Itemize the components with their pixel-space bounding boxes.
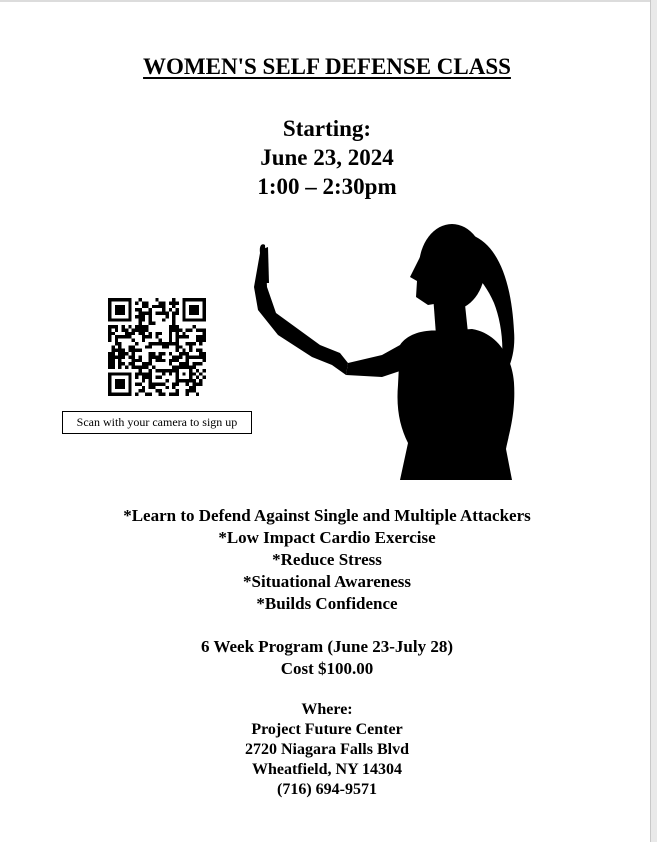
location-block bbox=[0, 700, 654, 800]
starting-label: Starting: bbox=[282, 116, 372, 141]
feature-item: *Builds Confidence bbox=[256, 594, 398, 613]
flyer-title bbox=[0, 54, 654, 80]
location-phone: (716) 694-9571 bbox=[277, 781, 377, 798]
feature-item: *Learn to Defend Against Single and Multiple Attackers bbox=[123, 506, 531, 525]
location-name: Project Future Center bbox=[251, 721, 403, 738]
program-info bbox=[0, 636, 654, 680]
location-street: 2720 Niagara Falls Blvd bbox=[244, 741, 409, 758]
location-label: Where: bbox=[301, 701, 353, 718]
program-duration: 6 Week Program (June 23-July 28) bbox=[201, 637, 453, 656]
woman-silhouette-illustration bbox=[250, 205, 525, 480]
feature-item: *Reduce Stress bbox=[272, 550, 382, 569]
qr-caption: Scan with your camera to sign up bbox=[76, 415, 238, 429]
qr-caption-box bbox=[62, 411, 252, 434]
start-date: June 23, 2024 bbox=[260, 145, 394, 170]
features-list bbox=[0, 505, 654, 615]
location-city: Wheatfield, NY 14304 bbox=[251, 761, 403, 778]
schedule-block bbox=[0, 114, 654, 201]
program-cost: Cost $100.00 bbox=[280, 659, 374, 678]
feature-item: *Low Impact Cardio Exercise bbox=[218, 528, 436, 547]
qr-code-image[interactable] bbox=[108, 298, 206, 396]
class-time: 1:00 – 2:30pm bbox=[257, 174, 397, 199]
page-top-edge bbox=[0, 0, 657, 2]
flyer-title-text: WOMEN'S SELF DEFENSE CLASS bbox=[143, 54, 511, 79]
feature-item: *Situational Awareness bbox=[243, 572, 411, 591]
